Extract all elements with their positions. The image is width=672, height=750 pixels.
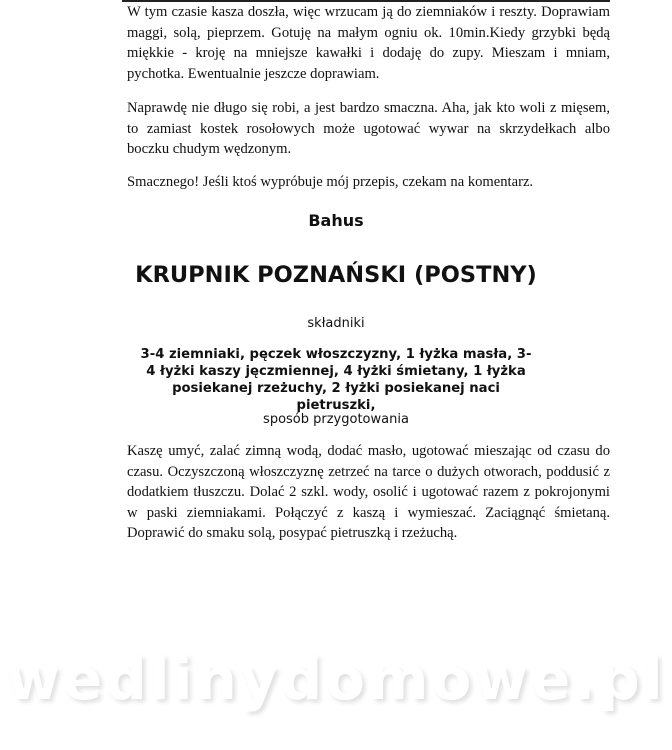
watermark: wedlinydomowe.pl: [6, 645, 666, 713]
intro-paragraph-1: W tym czasie kasza doszła, więc wrzucam ją do ziemniaków i reszty. Doprawiam maggi, solą, pieprzem. Gotuję na małym ogniu ok. 10min.Kiedy grzybki będą miękkie - kroję na mniejsze kawałki i dodaję do zupy. Mieszam i mniam, pychotka. Ewentualnie jeszcze doprawiam.: [127, 4, 610, 82]
intro-paragraph-2: Naprawdę nie długo się robi, a jest bardzo smaczna. Aha, jak kto woli z mięsem, to zamiast kostek rosołowych może ugotować wywar na skrzydełkach albo boczku chudym wędzonym.: [127, 100, 610, 158]
recipe-author: Bahus: [308, 211, 364, 230]
method-paragraph: Kaszę umyć, zalać zimną wodą, dodać masło, ugotować mieszając od czasu do czasu. Oczyszczoną włoszczyznę zetrzeć na tarce o dużych otworach, poddusić z dodatkiem tłuszczu. Dolać 2 szkl. wody, osolić i ugotować razem z pokrojonymi w paski ziemniakami. Połączyć z kaszą i wymieszać. Zaciągnąć śmietaną. Doprawić do smaku solą, posypać pietruszką i rzeżuchą.: [127, 443, 610, 542]
ingredients-list: 3-4 ziemniaki, pęczek włoszczyzny, 1 łyżka masła, 3-4 łyżki kaszy jęczmiennej, 4 łyżki śmietany, 1 łyżka posiekanej rzeżuchy, 2 łyżki posiekanej naci pietruszki,: [140, 347, 532, 413]
recipe-title: KRUPNIK POZNAŃSKI (POSTNY): [135, 262, 537, 288]
intro-paragraph-3: Smacznego! Jeśli ktoś wypróbuje mój przepis, czekam na komentarz.: [127, 174, 534, 190]
ingredients-heading: składniki: [307, 316, 365, 331]
method-heading: sposób przygotowania: [263, 412, 409, 427]
